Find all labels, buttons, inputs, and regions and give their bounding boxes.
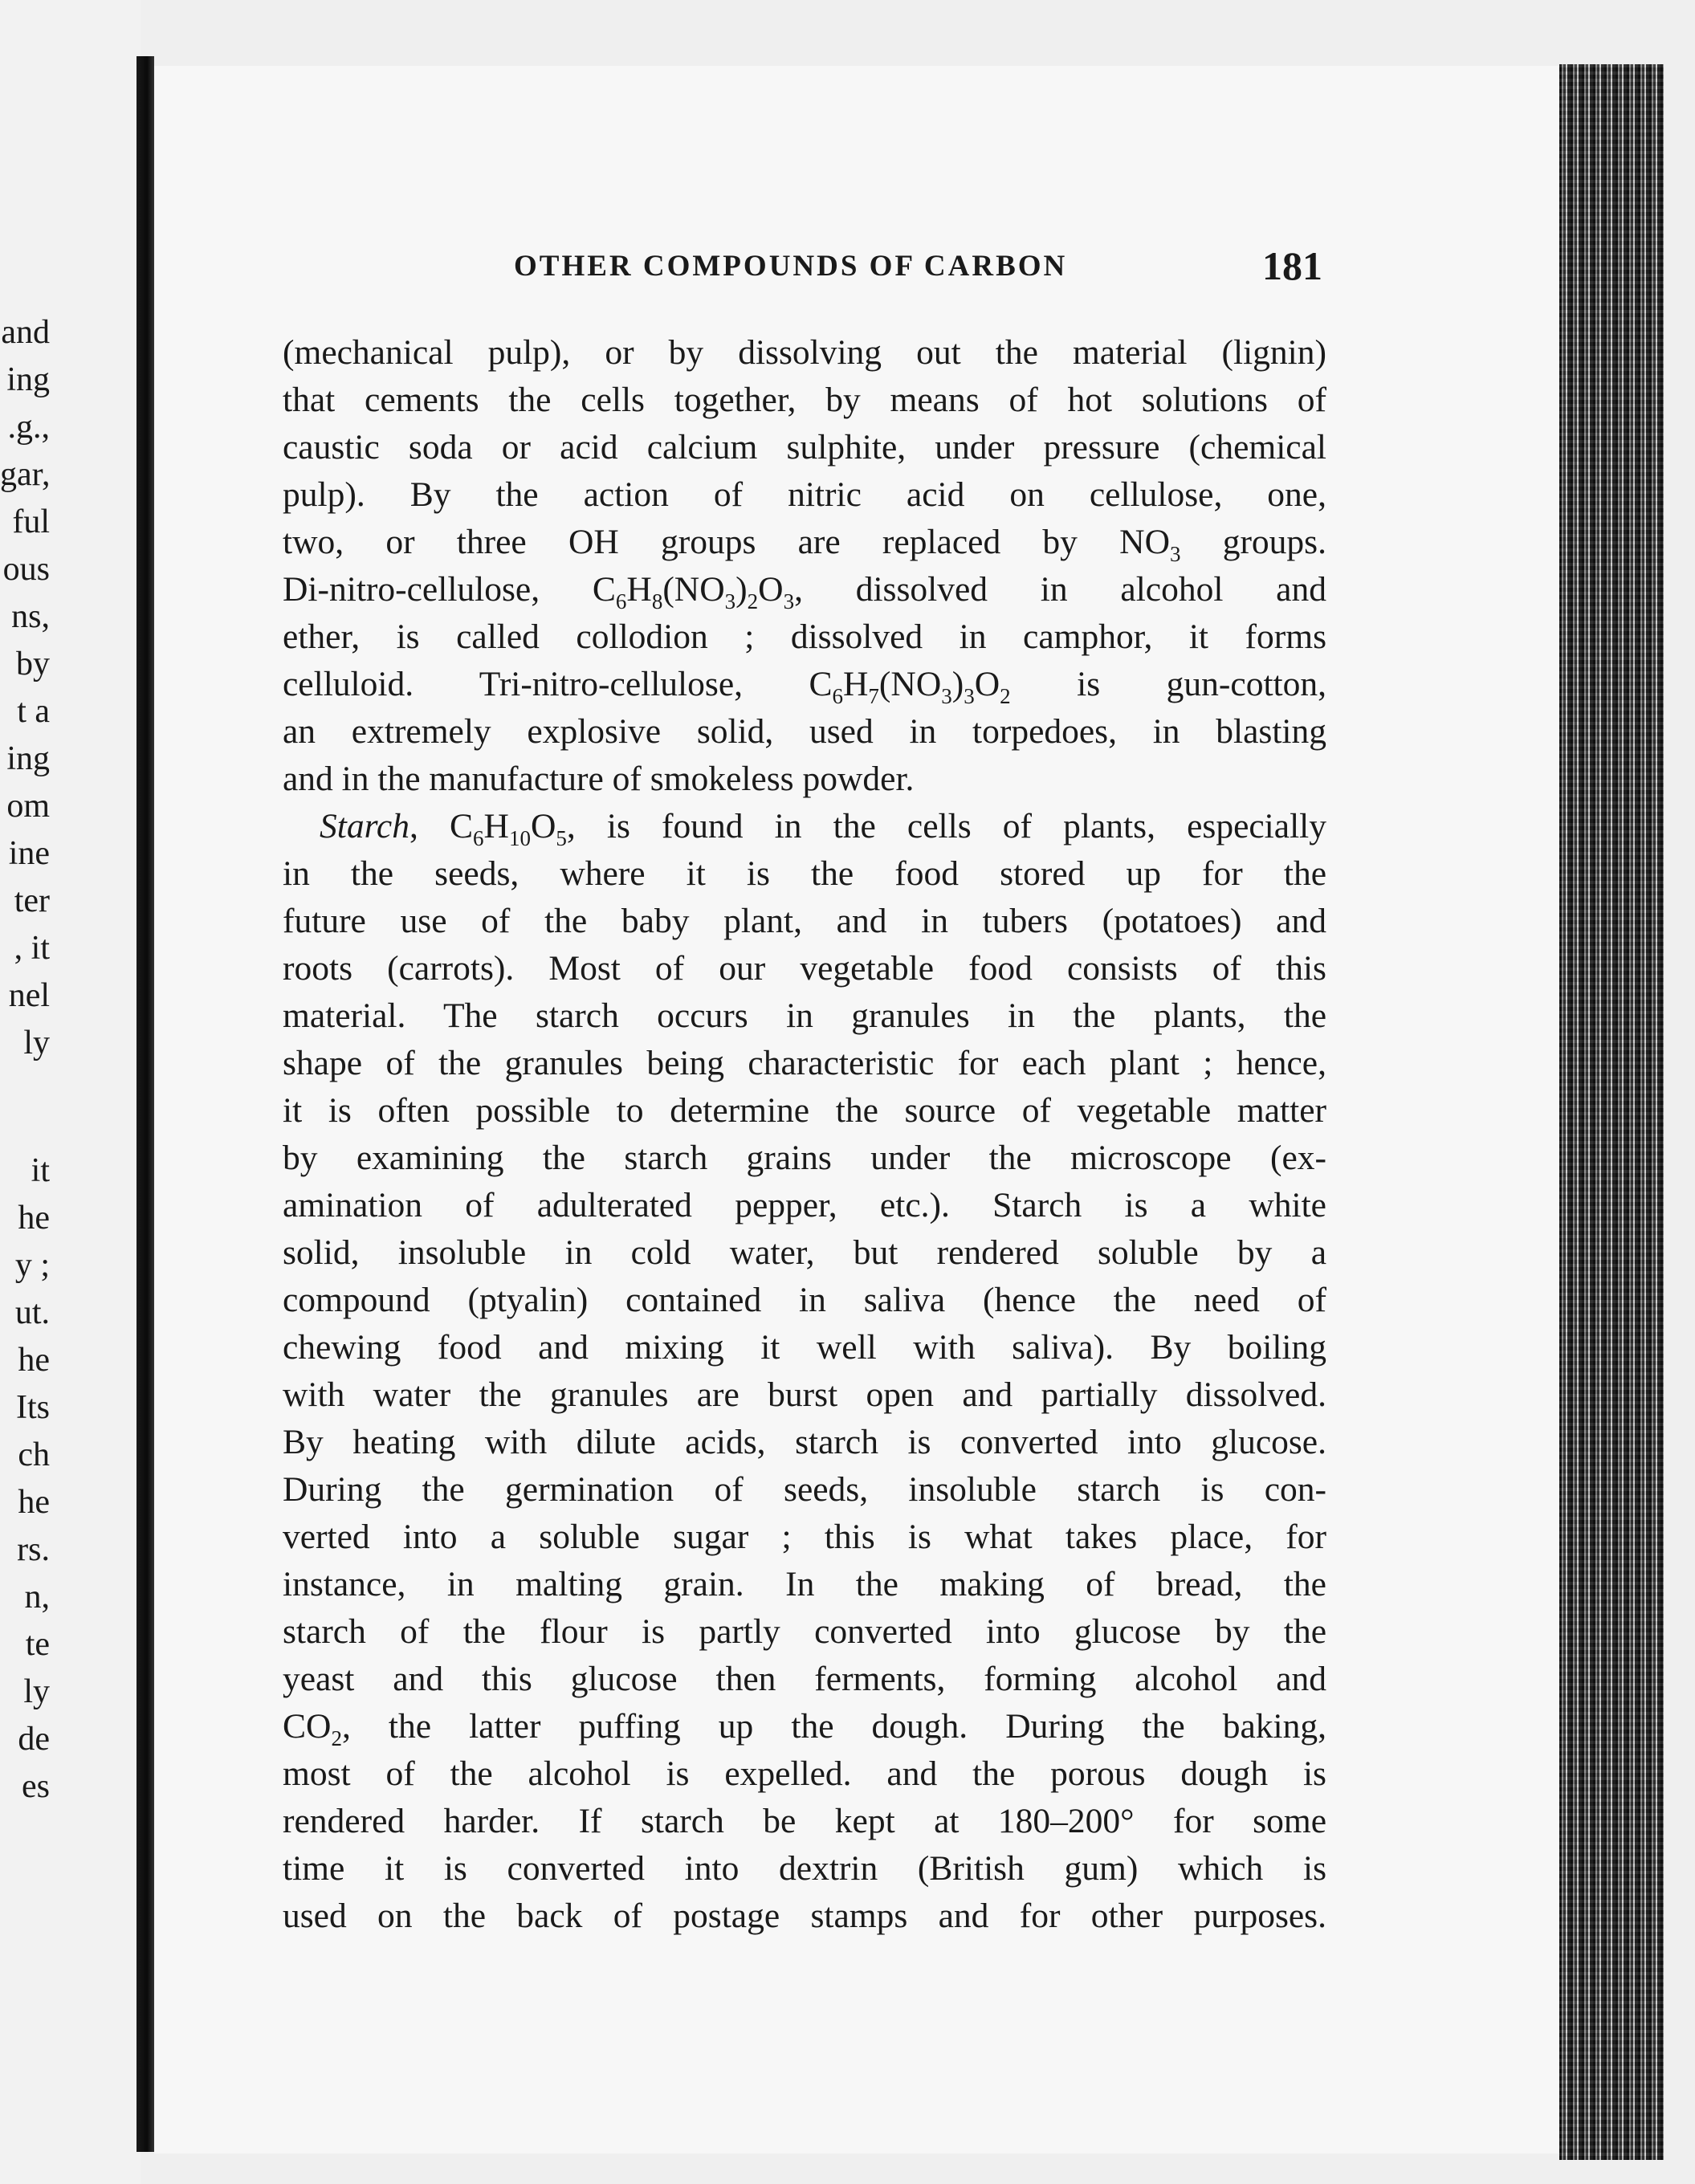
text-line [283, 1845, 1326, 1893]
facing-page-fragment: and [1, 314, 50, 351]
text-segment: , C [409, 807, 474, 845]
text-segment: ether, is called collodion ; dissolved in camphor, it forms [283, 617, 1326, 656]
facing-page-fragment: ing [6, 361, 50, 398]
text-segment: ) [951, 665, 964, 703]
text-segment: most of the alcohol is expelled. and the porous dough is [283, 1754, 1326, 1793]
text-segment: , is found in the cells of plants, especially [566, 807, 1326, 845]
subscript: 3 [941, 684, 952, 708]
text-line [283, 1466, 1326, 1514]
facing-page-fragment: Its [16, 1389, 50, 1426]
text-segment: O [974, 665, 1000, 703]
page-edges-shading [1559, 64, 1664, 2160]
text-segment: amination of adulterated pepper, etc.). Starch is a white [283, 1186, 1326, 1224]
text-segment: O [530, 807, 556, 845]
facing-page-fragment: ous [2, 551, 50, 588]
facing-page-text-fragments [0, 309, 136, 1811]
text-segment: chewing food and mixing it well with saliva). By boiling [283, 1328, 1326, 1367]
text-segment: , dissolved in alcohol and [794, 570, 1326, 609]
text-line [283, 708, 1326, 756]
facing-page-fragment: ly [23, 1025, 50, 1061]
text-line [283, 1277, 1326, 1324]
facing-page-fragment: y ; [14, 1247, 50, 1284]
facing-page-fragment: by [16, 646, 50, 682]
text-segment: compound (ptyalin) contained in saliva (hence the need of [283, 1281, 1326, 1319]
subscript: 3 [1169, 542, 1181, 566]
text-segment: (NO [878, 665, 942, 703]
facing-page-fragment: ly [23, 1673, 50, 1710]
text-segment: with water the granules are burst open and partially dissolved. [283, 1375, 1326, 1414]
facing-page-fragment: es [22, 1768, 50, 1805]
running-head [281, 242, 1325, 291]
text-segment: roots (carrots). Most of our vegetable food consists of this [283, 949, 1326, 988]
text-line [283, 566, 1326, 613]
facing-page-fragment: te [25, 1626, 50, 1663]
text-line [283, 1182, 1326, 1229]
facing-page-fragment: de [18, 1721, 50, 1758]
running-title: OTHER COMPOUNDS OF CARBON [514, 250, 1068, 283]
subscript: 2 [331, 1726, 342, 1750]
facing-page-fragment: n, [24, 1579, 50, 1616]
text-segment: groups. [1180, 523, 1326, 561]
subscript: 6 [832, 684, 843, 708]
subscript: 6 [473, 826, 484, 850]
text-segment: Di-nitro-cellulose, C [283, 570, 616, 609]
text-segment: shape of the granules being characteristic for each plant ; hence, [283, 1044, 1326, 1082]
text-line [283, 1135, 1326, 1182]
text-segment: (mechanical pulp), or by dissolving out the material (lignin) [283, 333, 1326, 372]
text-line [283, 1893, 1326, 1940]
text-segment: , the latter puffing up the dough. During the baking, [341, 1707, 1326, 1746]
body-text [283, 329, 1326, 1940]
text-line [283, 1040, 1326, 1087]
facing-page-fragment: ut. [14, 1294, 50, 1331]
text-segment: caustic soda or acid calcium sulphite, under pressure (chemical [283, 428, 1326, 467]
facing-page-fragment: it [31, 1152, 50, 1189]
subscript: 2 [747, 589, 759, 613]
text-segment: an extremely explosive solid, used in torpedoes, in blasting [283, 712, 1326, 751]
text-segment: used on the back of postage stamps and for other purposes. [283, 1897, 1326, 1935]
text-line [283, 1656, 1326, 1703]
facing-page-fragment: ful [12, 503, 50, 540]
text-line [283, 613, 1326, 661]
text-segment: rendered harder. If starch be kept at 180–200° for some [283, 1802, 1326, 1840]
text-line [283, 945, 1326, 992]
text-segment: by examining the starch grains under the microscope (ex- [283, 1139, 1326, 1177]
text-line [283, 424, 1326, 471]
text-segment: it is often possible to determine the source of vegetable matter [283, 1091, 1326, 1130]
facing-page-fragment: ns, [11, 598, 50, 635]
text-line [283, 1419, 1326, 1466]
subscript: 2 [1000, 684, 1011, 708]
subscript: 3 [724, 589, 736, 613]
text-segment: O [758, 570, 784, 609]
text-segment: Starch [320, 807, 409, 845]
text-segment: CO [283, 1707, 332, 1746]
text-line [283, 1229, 1326, 1277]
text-segment: solid, insoluble in cold water, but rendered soluble by a [283, 1233, 1326, 1272]
text-segment: During the germination of seeds, insoluble starch is con- [283, 1470, 1326, 1509]
subscript: 10 [508, 826, 531, 850]
facing-page-fragment: ter [14, 882, 50, 919]
facing-page-fragment: he [18, 1200, 50, 1237]
facing-page-fragment: he [18, 1342, 50, 1379]
text-line [283, 1608, 1326, 1656]
facing-page-fragment: .g., [7, 409, 50, 446]
facing-page-fragment: nel [8, 977, 50, 1014]
text-segment: in the seeds, where it is the food stored up for the [283, 854, 1326, 893]
text-segment: H [843, 665, 869, 703]
text-line [283, 992, 1326, 1040]
text-segment: and in the manufacture of smokeless powder. [283, 760, 915, 798]
text-line [283, 850, 1326, 898]
text-line [283, 1798, 1326, 1845]
text-segment: is gun-cotton, [1010, 665, 1326, 703]
text-segment: instance, in malting grain. In the making of bread, the [283, 1565, 1326, 1603]
facing-page-fragment: , it [14, 930, 50, 967]
text-line [283, 1703, 1326, 1750]
text-segment: pulp). By the action of nitric acid on cellulose, one, [283, 475, 1326, 514]
text-segment: two, or three OH groups are replaced by NO [283, 523, 1170, 561]
text-line [283, 1371, 1326, 1419]
text-segment: future use of the baby plant, and in tubers (potatoes) and [283, 902, 1326, 940]
subscript: 3 [964, 684, 975, 708]
text-segment: H [483, 807, 509, 845]
text-line [283, 661, 1326, 708]
text-line [283, 1324, 1326, 1371]
text-segment: that cements the cells together, by means of hot solutions of [283, 381, 1326, 419]
subscript: 7 [868, 684, 879, 708]
facing-page-edge [0, 0, 141, 2184]
facing-page-fragment: ch [18, 1436, 50, 1473]
page-number: 181 [1262, 243, 1322, 288]
text-line [283, 1087, 1326, 1135]
text-line [283, 519, 1326, 566]
facing-page-fragment: om [6, 788, 50, 825]
facing-page-fragment: gar, [0, 456, 51, 493]
text-segment: By heating with dilute acids, starch is converted into glucose. [283, 1423, 1326, 1461]
book-gutter [136, 56, 154, 2152]
text-line [283, 471, 1326, 519]
text-segment: yeast and this glucose then ferments, forming alcohol and [283, 1660, 1326, 1698]
text-segment: (NO [662, 570, 725, 609]
text-line [283, 898, 1326, 945]
text-line [283, 329, 1326, 377]
facing-page-fragment: ine [8, 835, 50, 872]
text-line [283, 377, 1326, 424]
facing-page-fragment: t a [17, 693, 50, 730]
text-line [283, 1750, 1326, 1798]
text-line [283, 1561, 1326, 1608]
subscript: 3 [783, 589, 795, 613]
text-line [283, 1514, 1326, 1561]
text-segment: material. The starch occurs in granules in the plants, the [283, 996, 1326, 1035]
text-segment: verted into a soluble sugar ; this is what takes place, for [283, 1518, 1326, 1556]
facing-page-fragment: he [18, 1484, 50, 1521]
facing-page-fragment: rs. [17, 1531, 50, 1568]
subscript: 6 [615, 589, 627, 613]
text-segment: H [626, 570, 652, 609]
text-segment: celluloid. Tri-nitro-cellulose, C [283, 665, 833, 703]
facing-page-fragment: ing [6, 740, 50, 777]
text-segment: starch of the flour is partly converted into glucose by the [283, 1612, 1326, 1651]
subscript: 8 [651, 589, 663, 613]
text-line [283, 756, 1326, 803]
text-line [283, 803, 1326, 850]
text-segment: time it is converted into dextrin (British gum) which is [283, 1849, 1326, 1888]
subscript: 5 [556, 826, 567, 850]
text-segment: ) [735, 570, 748, 609]
